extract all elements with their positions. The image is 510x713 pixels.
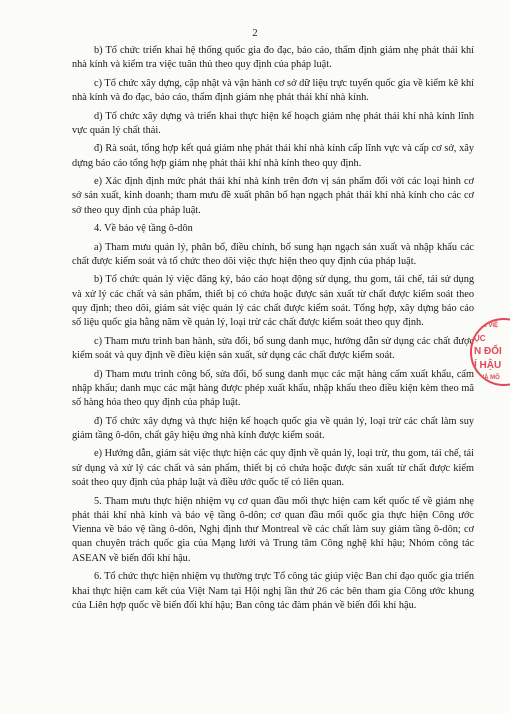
stamp-line-3: Í HẬU <box>474 360 502 371</box>
document-body <box>72 44 474 617</box>
paragraph-4dd: đ) Tổ chức xây dựng và thực hiện kế hoạch quốc gia về quản lý, loại trừ các chất làm suy giảm tầng ô-dôn, chất gây hiệu ứng nhà kính được kiểm soát. <box>72 415 474 441</box>
stamp-ring-top-text: G.N VIỆ <box>475 323 498 329</box>
paragraph-3e: e) Xác định định mức phát thải khí nhà kính trên đơn vị sản phẩm đối với các loại hình cơ sở sản xuất, kinh doanh; tham mưu đề xuất phân bổ hạn ngạch phát thải khí nhà kính cho các cơ sở theo quy định của pháp luật. <box>72 176 474 216</box>
page-number: 2 <box>252 28 258 39</box>
paragraph-4d: d) Tham mưu trình công bố, sửa đổi, bổ sung danh mục các mặt hàng cấm xuất khẩu, cấm nhập khẩu; danh mục các mặt hàng được phép xuất khẩu, nhập khẩu theo điều kiện kèm theo mã số hàng hóa theo quy định của pháp luật. <box>72 368 474 409</box>
paragraph-4e: e) Hướng dẫn, giám sát việc thực hiện các quy định về quản lý, loại trừ, thu gom, tái chế, tái sử dụng và xử lý các chất và sản phẩm, thiết bị có chứa hoặc được sản xuất từ chất được kiểm soát theo quy định của pháp luật và điều ước quốc tế có liên quan. <box>72 448 474 489</box>
section-heading-ozone: 4. Về bảo vệ tầng ô-dôn <box>94 223 193 235</box>
paragraph-3b: b) Tổ chức triển khai hệ thống quốc gia đo đạc, báo cáo, thẩm định giảm nhẹ phát thải khí nhà kính và kiểm tra việc tuân thủ theo quy định của pháp luật. <box>72 45 474 71</box>
paragraph-3c: c) Tổ chức xây dựng, cập nhật và vận hành cơ sở dữ liệu trực tuyến quốc gia về kiểm kê khí nhà kính và đo đạc, báo cáo, thẩm định giảm nhẹ phát thải khí nhà kính. <box>72 77 474 104</box>
official-seal-stamp <box>470 318 510 386</box>
paragraph-4a: a) Tham mưu quản lý, phân bổ, điều chỉnh, bổ sung hạn ngạch sản xuất và nhập khẩu các chất được kiểm soát và tổ chức theo dõi việc thực hiện theo quy định của pháp luật. <box>72 241 474 267</box>
paragraph-4b: b) Tổ chức quản lý việc đăng ký, báo cáo hoạt động sử dụng, thu gom, tái chế, tái sử dụng và xử lý các chất và sản phẩm, thiết bị có chứa hoặc được sản xuất từ chất được kiểm soát theo quy định; theo dõi, giám sát việc quản lý các chất được kiểm soát. Tổng hợp, xây dựng báo cáo số liệu quốc gia hằng năm về quản lý, loại trừ các chất được kiểm soát theo quy định. <box>72 274 474 329</box>
paragraph-4c: c) Tham mưu trình ban hành, sửa đổi, bổ sung danh mục, hướng dẫn sử dụng các chất được kiểm soát và quy định về điều kiện sản xuất, sử dụng các chất được kiểm soát. <box>72 335 474 362</box>
paragraph-3d: d) Tổ chức xây dựng và triển khai thực hiện kế hoạch giảm nhẹ phát thải khí nhà kính lĩnh vực quản lý chất thải. <box>72 110 474 136</box>
paragraph-5: 5. Tham mưu thực hiện nhiệm vụ cơ quan đầu mối thực hiện cam kết quốc tế về giảm nhẹ phát thải khí nhà kính và bảo vệ tầng ô-dôn; cơ quan đầu mối quốc gia thực hiện Công ước Vienna về bảo vệ tầng ô-dôn, Nghị định thư Montreal về các chất làm suy giảm tầng ô-dôn; cơ quan chuyên trách quốc gia của Mạng lưới và Trung tâm Công nghệ khí hậu; Nhóm công tác ASEAN về biến đổi khí hậu. <box>72 495 474 564</box>
stamp-ring-bottom-text: H VÀ MÔ <box>474 375 500 381</box>
paragraph-6: 6. Tổ chức thực hiện nhiệm vụ thường trực Tổ công tác giúp việc Ban chỉ đạo quốc gia triển khai thực hiện cam kết của Việt Nam tại Hội nghị lần thứ 26 các bên tham gia Công ước khung của Liên hợp quốc về biến đổi khí hậu; Ban công tác đàm phán về biến đổi khí hậu. <box>72 571 474 611</box>
stamp-line-2: N ĐỔI <box>474 346 502 357</box>
stamp-line-1: ỤC <box>474 334 486 343</box>
paragraph-3dd: đ) Rà soát, tổng hợp kết quả giảm nhẹ phát thải khí nhà kính cấp lĩnh vực và cấp cơ sở, xây dựng báo cáo tổng hợp giảm nhẹ phát thải khí nhà kính theo quy định. <box>72 143 474 169</box>
